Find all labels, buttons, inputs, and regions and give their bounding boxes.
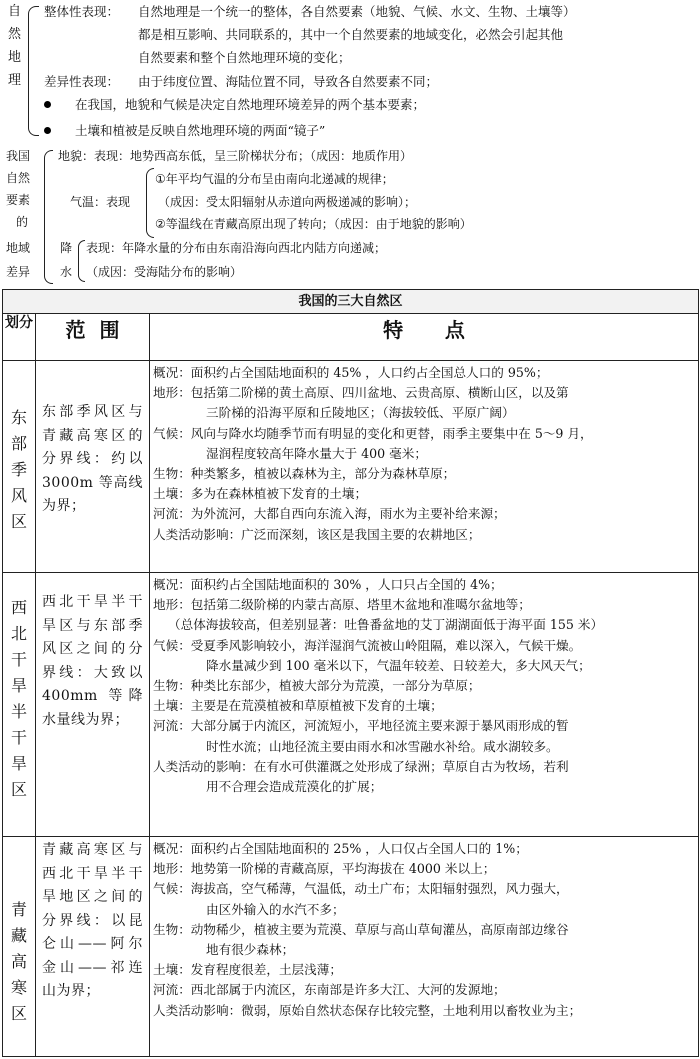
feature-line: 地形：包括第二级阶梯的内蒙古高原、塔里木盆地和准噶尔盆地等； — [153, 597, 531, 613]
table-title: 我国的三大自然区 — [3, 290, 699, 314]
feature-line: 概况：面积约占全国陆地面积的 30% ，人口只占全国的 4%； — [153, 577, 503, 592]
top-vertical-char: 理 — [8, 73, 22, 88]
top-vertical-char: 自 — [8, 4, 22, 19]
feature-line: 地形：地势第一阶梯的青藏高原，平均海拔在 4000 米以上； — [153, 861, 496, 877]
region-features — [150, 361, 699, 573]
region-scope: 西北干旱半干旱区与东部季风区之间的分界线：大致以 400mm 等降水量线为界； — [36, 573, 150, 837]
feature-line: 人类活动的影响：在有水可供灌溉之处形成了绿洲；草原自古为牧场，若利 — [153, 758, 569, 774]
region-char: 北 — [10, 624, 27, 643]
region-char: 季 — [10, 460, 27, 479]
region-char: 干 — [10, 728, 27, 747]
whole-line-2: 都是相互影响、共同联系的，其中一个自然要素的地域变化，必然会引起其他 — [138, 27, 564, 42]
hand-vertical: 的 — [16, 215, 29, 229]
feature-line: 河流：大部分属于内流区，河流短小，平地径流主要来源于暴风雨形成的暂 — [153, 718, 569, 734]
header-features: 特 点 — [150, 314, 699, 361]
region-features — [150, 837, 699, 1057]
bullet-1: 在我国，地貌和气候是决定自然地理环境差异的两个基本要素； — [75, 97, 426, 112]
region-scope: 青藏高寒区与西北干旱半干旱地区之间的分界线：以昆仑山——阿尔金山——祁连山为界； — [36, 837, 150, 1057]
region-name — [3, 573, 36, 837]
region-char: 半 — [10, 702, 27, 721]
region-char: 藏 — [10, 926, 27, 945]
hand-brace — [44, 150, 53, 284]
feature-line: 由区外输入的水汽不多； — [206, 901, 345, 917]
region-char: 寒 — [10, 978, 27, 997]
top-vertical-char: 然 — [8, 27, 22, 42]
table-row — [3, 573, 699, 837]
feature-line: 气候：海拔高，空气稀薄，气温低，动土广布；太阳辐射强烈，风力强大， — [153, 881, 569, 897]
region-char: 旱 — [10, 754, 27, 773]
table-row — [3, 837, 699, 1057]
diff-label: 差异性表现： — [44, 74, 120, 89]
region-char: 东 — [10, 408, 27, 427]
region-name — [3, 361, 36, 573]
temp-line-3: ②等温线在青藏高原出现了转向；（成因：由于地貌的影响） — [155, 217, 472, 231]
region-char: 青 — [10, 900, 27, 919]
temp-line-1: ①年平均气温的分布呈由南向北递减的规律； — [155, 172, 394, 186]
rain-line-1: 表现：年降水量的分布由东南沿海向西北内陆方向递减； — [86, 241, 387, 255]
region-char: 区 — [10, 512, 27, 531]
feature-line: 地形：包括第二阶梯的黄土高原、四川盆地、云贵高原、横断山区，以及第 — [153, 385, 569, 401]
region-char: 区 — [10, 1004, 27, 1023]
feature-line: 河流：为外流河，大都自西向东流入海，雨水为主要补给来源； — [153, 506, 506, 522]
landform-line: 地貌：表现：地势西高东低，呈三阶梯状分布；（成因：地质作用） — [58, 149, 413, 163]
feature-line: 时性水流；山地径流主要由雨水和冰雪融水补给。咸水湖较多。 — [206, 738, 559, 754]
feature-line: 河流：西北部属于内流区，东南部是许多大江、大河的发源地； — [153, 982, 506, 998]
temp-label: 气温：表现 — [70, 195, 131, 209]
region-features — [150, 573, 699, 837]
temp-brace — [146, 168, 154, 238]
feature-line: 概况：面积约占全国陆地面积的 25% ，人口仅占全国人口的 1%； — [153, 841, 528, 856]
top-vertical-char: 地 — [8, 50, 22, 65]
header-division: 划分 — [3, 314, 36, 361]
temp-line-2: （成因：受太阳辐射从赤道向两极递减的影响）； — [158, 195, 417, 209]
region-char: 干 — [10, 650, 27, 669]
region-char: 旱 — [10, 676, 27, 695]
table-header-row — [3, 314, 699, 361]
hand-vertical: 要素 — [6, 193, 31, 207]
region-char: 西 — [10, 598, 27, 617]
feature-line: 生物：种类繁多，植被以森林为主，部分为森林草原； — [153, 466, 456, 482]
feature-line: 土壤：发育程度很差，土层浅薄； — [153, 962, 342, 978]
hand-vertical: 自然 — [6, 171, 31, 185]
feature-line: 土壤：主要是在荒漠植被和草原植被下发育的土壤； — [153, 698, 443, 714]
regions-table — [2, 289, 699, 1057]
rain-brace — [78, 240, 85, 282]
header-scope: 范 围 — [36, 314, 150, 361]
top-brace — [28, 6, 39, 136]
feature-line: 三阶梯的沿海平原和丘陵地区；（海拔较低、平原广阔） — [206, 405, 515, 421]
feature-line: 降水量减少到 100 毫米以下，气温年较差、日较差大，多大风天气； — [206, 657, 591, 673]
feature-line: 生物：动物稀少，植被主要为荒漠、草原与高山草甸灌丛，高原南部边缘谷 — [153, 921, 569, 937]
whole-line-3: 自然要素和整个自然地理环境的变化； — [138, 50, 351, 65]
region-char: 部 — [10, 434, 27, 453]
rain-label: 水 — [60, 265, 73, 279]
whole-label: 整体性表现： — [44, 4, 120, 19]
feature-line: 生物：种类比东部少，植被大部分为荒漠，一部分为草原； — [153, 678, 481, 694]
whole-line-1: 自然地理是一个统一的整体，各自然要素（地貌、气候、水文、生物、土壤等） — [138, 4, 576, 19]
feature-line: 湿润程度较高年降水量大于 400 毫米； — [206, 445, 427, 461]
feature-line: 人类活动影响：微弱，原始自然状态保存比较完整，土地利用以畜牧业为主； — [153, 1002, 582, 1018]
diff-line: 由于纬度位置、海陆位置不同，导致各自然要素不同； — [138, 74, 439, 89]
region-scope: 东部季风区与青藏高寒区的分界线：约以 3000m 等高线为界； — [36, 361, 150, 573]
feature-line: 土壤：多为在森林植被下发育的土壤； — [153, 486, 368, 502]
hand-vertical: 差异 — [6, 265, 31, 279]
bullet-dot — [44, 127, 51, 134]
region-char: 区 — [10, 780, 27, 799]
hand-vertical: 地域 — [6, 241, 31, 255]
region-char: 风 — [10, 486, 27, 505]
table-title-row — [3, 290, 699, 314]
rain-line-2: （成因：受海陆分布的影响） — [86, 265, 243, 279]
feature-line: 人类活动影响：广泛而深刻，该区是我国主要的农耕地区； — [153, 526, 481, 542]
feature-line: 用不合理会造成荒漠化的扩展； — [206, 779, 383, 795]
feature-line: 概况：面积约占全国陆地面积的 45% ，人口约占全国总人口的 95%； — [153, 365, 549, 380]
region-name — [3, 837, 36, 1057]
feature-line: 气候：受夏季风影响较小，海洋湿润气流被山岭阻隔，难以深入，气候干燥。 — [153, 637, 582, 653]
bullet-dot — [44, 101, 51, 108]
hand-vertical: 我国 — [6, 149, 31, 163]
rain-label: 降 — [60, 241, 73, 255]
feature-line: 地有很少森林； — [206, 942, 295, 958]
bullet-2: 土壤和植被是反映自然地理环境的两面“镜子” — [75, 123, 326, 138]
table-row — [3, 361, 699, 573]
feature-line: 气候：风向与降水均随季节而有明显的变化和更替，雨季主要集中在 5～9 月， — [153, 425, 593, 441]
feature-line: （总体海拔较高，但差别显著：吐鲁番盆地的艾丁湖湖面低于海平面 155 米） — [168, 617, 604, 633]
region-char: 高 — [10, 952, 27, 971]
